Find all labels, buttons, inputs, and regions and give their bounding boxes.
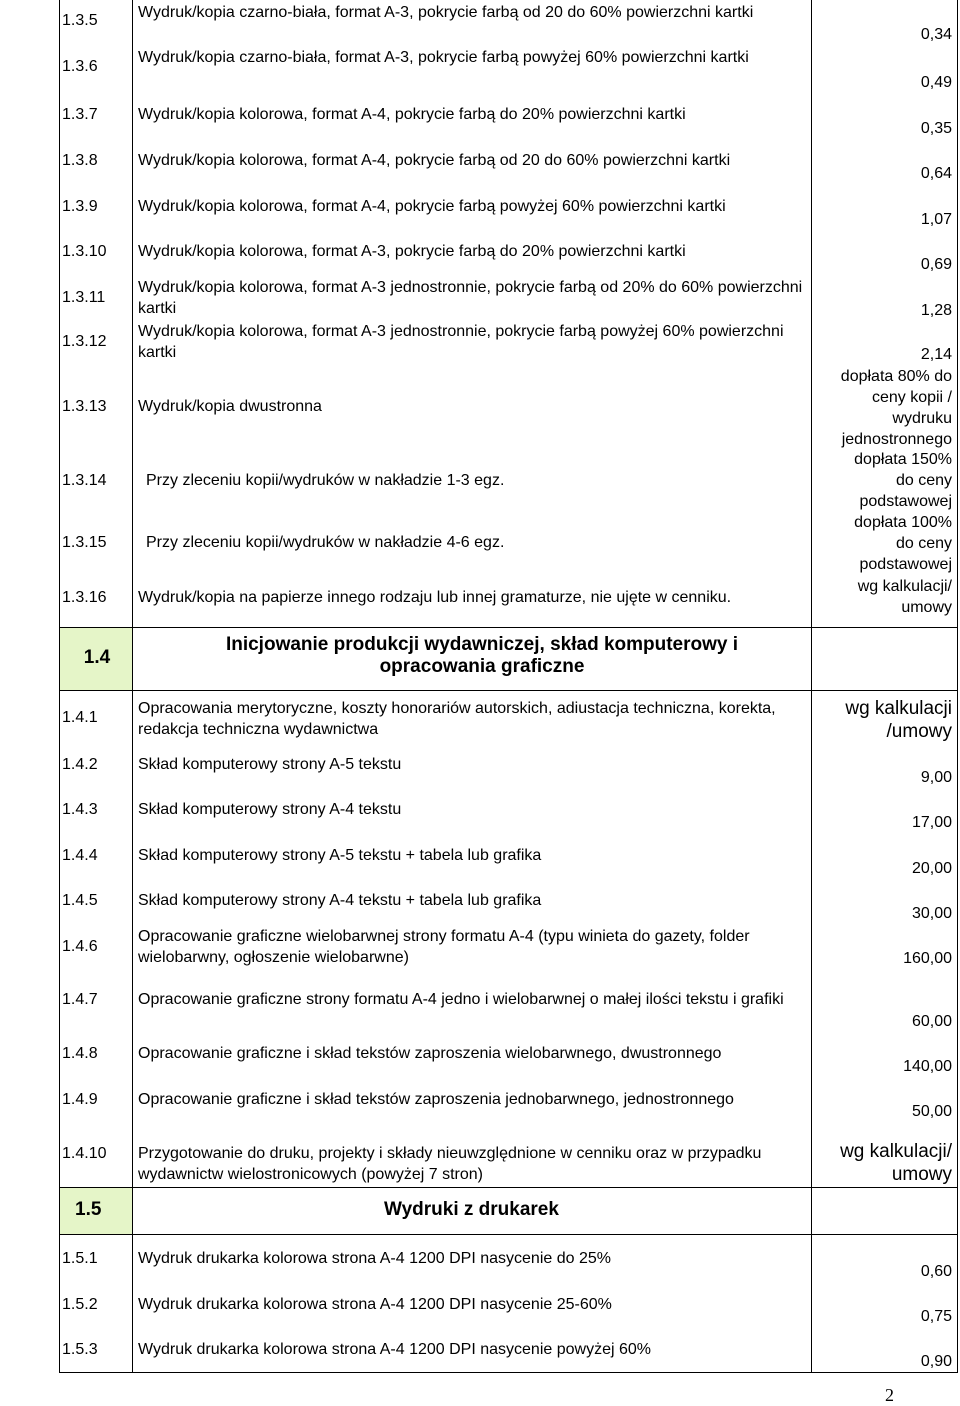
row-price: 140,00 (903, 1058, 952, 1075)
row-price: dopłata 150% do ceny podstawowej (854, 451, 952, 510)
row-price: wg kalkulacji/ umowy (857, 578, 952, 616)
row-description: Opracowanie graficzne wielobarwnej strony formatu A-4 (typu winieta do gazety, folder wielobarwny, ogłoszenie wielobarwne) (138, 928, 750, 966)
row-id: 1.3.16 (62, 589, 107, 606)
row-id: 1.5.2 (62, 1296, 98, 1313)
row-description: Wydruk/kopia kolorowa, format A-4, pokrycie farbą powyżej 60% powierzchni kartki (138, 198, 726, 215)
row-id: 1.4.3 (62, 801, 98, 818)
row-description: Wydruk/kopia czarno-biała, format A-3, pokrycie farbą od 20 do 60% powierzchni kartki (138, 4, 754, 21)
row-price: 0,34 (920, 26, 952, 43)
row-description: Skład komputerowy strony A-4 tekstu (138, 801, 402, 818)
row-description: Przy zleceniu kopii/wydruków w nakładzie 1-3 egz. (146, 472, 505, 489)
row-description: Wydruk drukarka kolorowa strona A-4 1200 DPI nasycenie 25-60% (138, 1296, 612, 1313)
row-description: Opracowanie graficzne i skład tekstów zaproszenia jednobarwnego, jednostronnego (138, 1091, 734, 1108)
row-description: Wydruk/kopia czarno-biała, format A-3, pokrycie farbą powyżej 60% powierzchni kartki (138, 49, 749, 66)
row-id: 1.3.15 (62, 534, 107, 551)
row-price: 0,60 (920, 1263, 952, 1280)
row-description: Wydruk/kopia kolorowa, format A-3 jednostronnie, pokrycie farbą powyżej 60% powierzchni kartki (138, 323, 784, 361)
row-id: 1.4.8 (62, 1045, 98, 1062)
row-description: Wydruk/kopia kolorowa, format A-3, pokrycie farbą do 20% powierzchni kartki (138, 243, 686, 260)
row-id: 1.3.8 (62, 152, 98, 169)
row-price: dopłata 80% do ceny kopii / wydruku jednostronnego (840, 368, 952, 448)
row-description: Skład komputerowy strony A-4 tekstu + tabela lub grafika (138, 892, 542, 909)
row-description: Opracowanie graficzne strony formatu A-4 jedno i wielobarwnej o małej ilości tekstu i grafiki (138, 991, 784, 1008)
row-price: 50,00 (911, 1103, 952, 1120)
row-description: Wydruk/kopia na papierze innego rodzaju lub innej gramaturze, nie ujęte w cenniku. (138, 589, 732, 606)
row-id: 1.5.3 (62, 1341, 98, 1358)
row-id: 1.5.1 (62, 1250, 98, 1267)
row-id: 1.4.4 (62, 847, 98, 864)
row-price: wg kalkulacji /umowy (845, 698, 952, 742)
row-id: 1.3.5 (62, 12, 98, 29)
row-description: Przygotowanie do druku, projekty i składy nieuwzględnione w cenniku oraz w przypadku wydawnictw wielostronicowych (powyżej 7 stron) (138, 1145, 762, 1183)
row-id: 1.3.12 (62, 333, 107, 350)
row-price: 30,00 (911, 905, 952, 922)
row-price: 160,00 (903, 950, 952, 967)
row-price: 0,35 (920, 120, 952, 137)
row-description: Skład komputerowy strony A-5 tekstu (138, 756, 402, 773)
row-price: 20,00 (911, 860, 952, 877)
row-description: Wydruk/kopia kolorowa, format A-4, pokrycie farbą od 20 do 60% powierzchni kartki (138, 152, 731, 169)
page-number: 2 (885, 1385, 894, 1405)
row-id: 1.4.2 (62, 756, 98, 773)
row-price: 0,75 (920, 1308, 952, 1325)
row-id: 1.3.7 (62, 106, 98, 123)
row-price: 1,28 (920, 302, 952, 319)
row-id: 1.3.14 (62, 472, 107, 489)
row-price: 0,49 (920, 74, 952, 91)
row-id: 1.3.10 (62, 243, 107, 260)
row-id: 1.3.9 (62, 198, 98, 215)
row-description: Wydruk drukarka kolorowa strona A-4 1200 DPI nasycenie do 25% (138, 1250, 611, 1267)
row-description: Opracowania merytoryczne, koszty honorariów autorskich, adiustacja techniczna, korekta, redakcja techniczna wydawnictwa (138, 700, 776, 738)
row-id: 1.4.5 (62, 892, 98, 909)
section-title: Wydruki z drukarek (384, 1199, 559, 1220)
row-description: Wydruk/kopia kolorowa, format A-4, pokrycie farbą do 20% powierzchni kartki (138, 106, 686, 123)
row-description: Przy zleceniu kopii/wydruków w nakładzie 4-6 egz. (146, 534, 505, 551)
row-description: Wydruk drukarka kolorowa strona A-4 1200 DPI nasycenie powyżej 60% (138, 1341, 651, 1358)
row-price: wg kalkulacji/ umowy (840, 1141, 952, 1185)
row-id: 1.3.13 (62, 398, 107, 415)
row-price: 0,64 (920, 165, 952, 182)
row-id: 1.3.11 (62, 289, 106, 306)
section-number: 1.5 (75, 1199, 102, 1220)
row-price: 1,07 (920, 211, 952, 228)
row-description: Skład komputerowy strony A-5 tekstu + tabela lub grafika (138, 847, 542, 864)
row-price: 0,90 (920, 1353, 952, 1370)
row-id: 1.4.1 (62, 709, 98, 726)
row-price: 9,00 (920, 769, 952, 786)
row-id: 1.3.6 (62, 58, 98, 75)
row-price: dopłata 100% do ceny podstawowej (854, 514, 952, 573)
row-id: 1.4.10 (62, 1145, 107, 1162)
row-price: 17,00 (911, 814, 952, 831)
row-price: 60,00 (911, 1013, 952, 1030)
row-price: 2,14 (920, 346, 952, 363)
section-title: Inicjowanie produkcji wydawniczej, skład komputerowy i opracowania graficzne (225, 634, 739, 677)
row-id: 1.4.9 (62, 1091, 98, 1108)
row-description: Opracowanie graficzne i skład tekstów zaproszenia wielobarwnego, dwustronnego (138, 1045, 722, 1062)
row-description: Wydruk/kopia dwustronna (138, 398, 322, 415)
row-price: 0,69 (920, 256, 952, 273)
row-id: 1.4.6 (62, 938, 98, 955)
row-description: Wydruk/kopia kolorowa, format A-3 jednostronnie, pokrycie farbą od 20% do 60% powierzchni kartki (138, 279, 803, 317)
row-id: 1.4.7 (62, 991, 98, 1008)
section-number: 1.4 (83, 647, 111, 668)
